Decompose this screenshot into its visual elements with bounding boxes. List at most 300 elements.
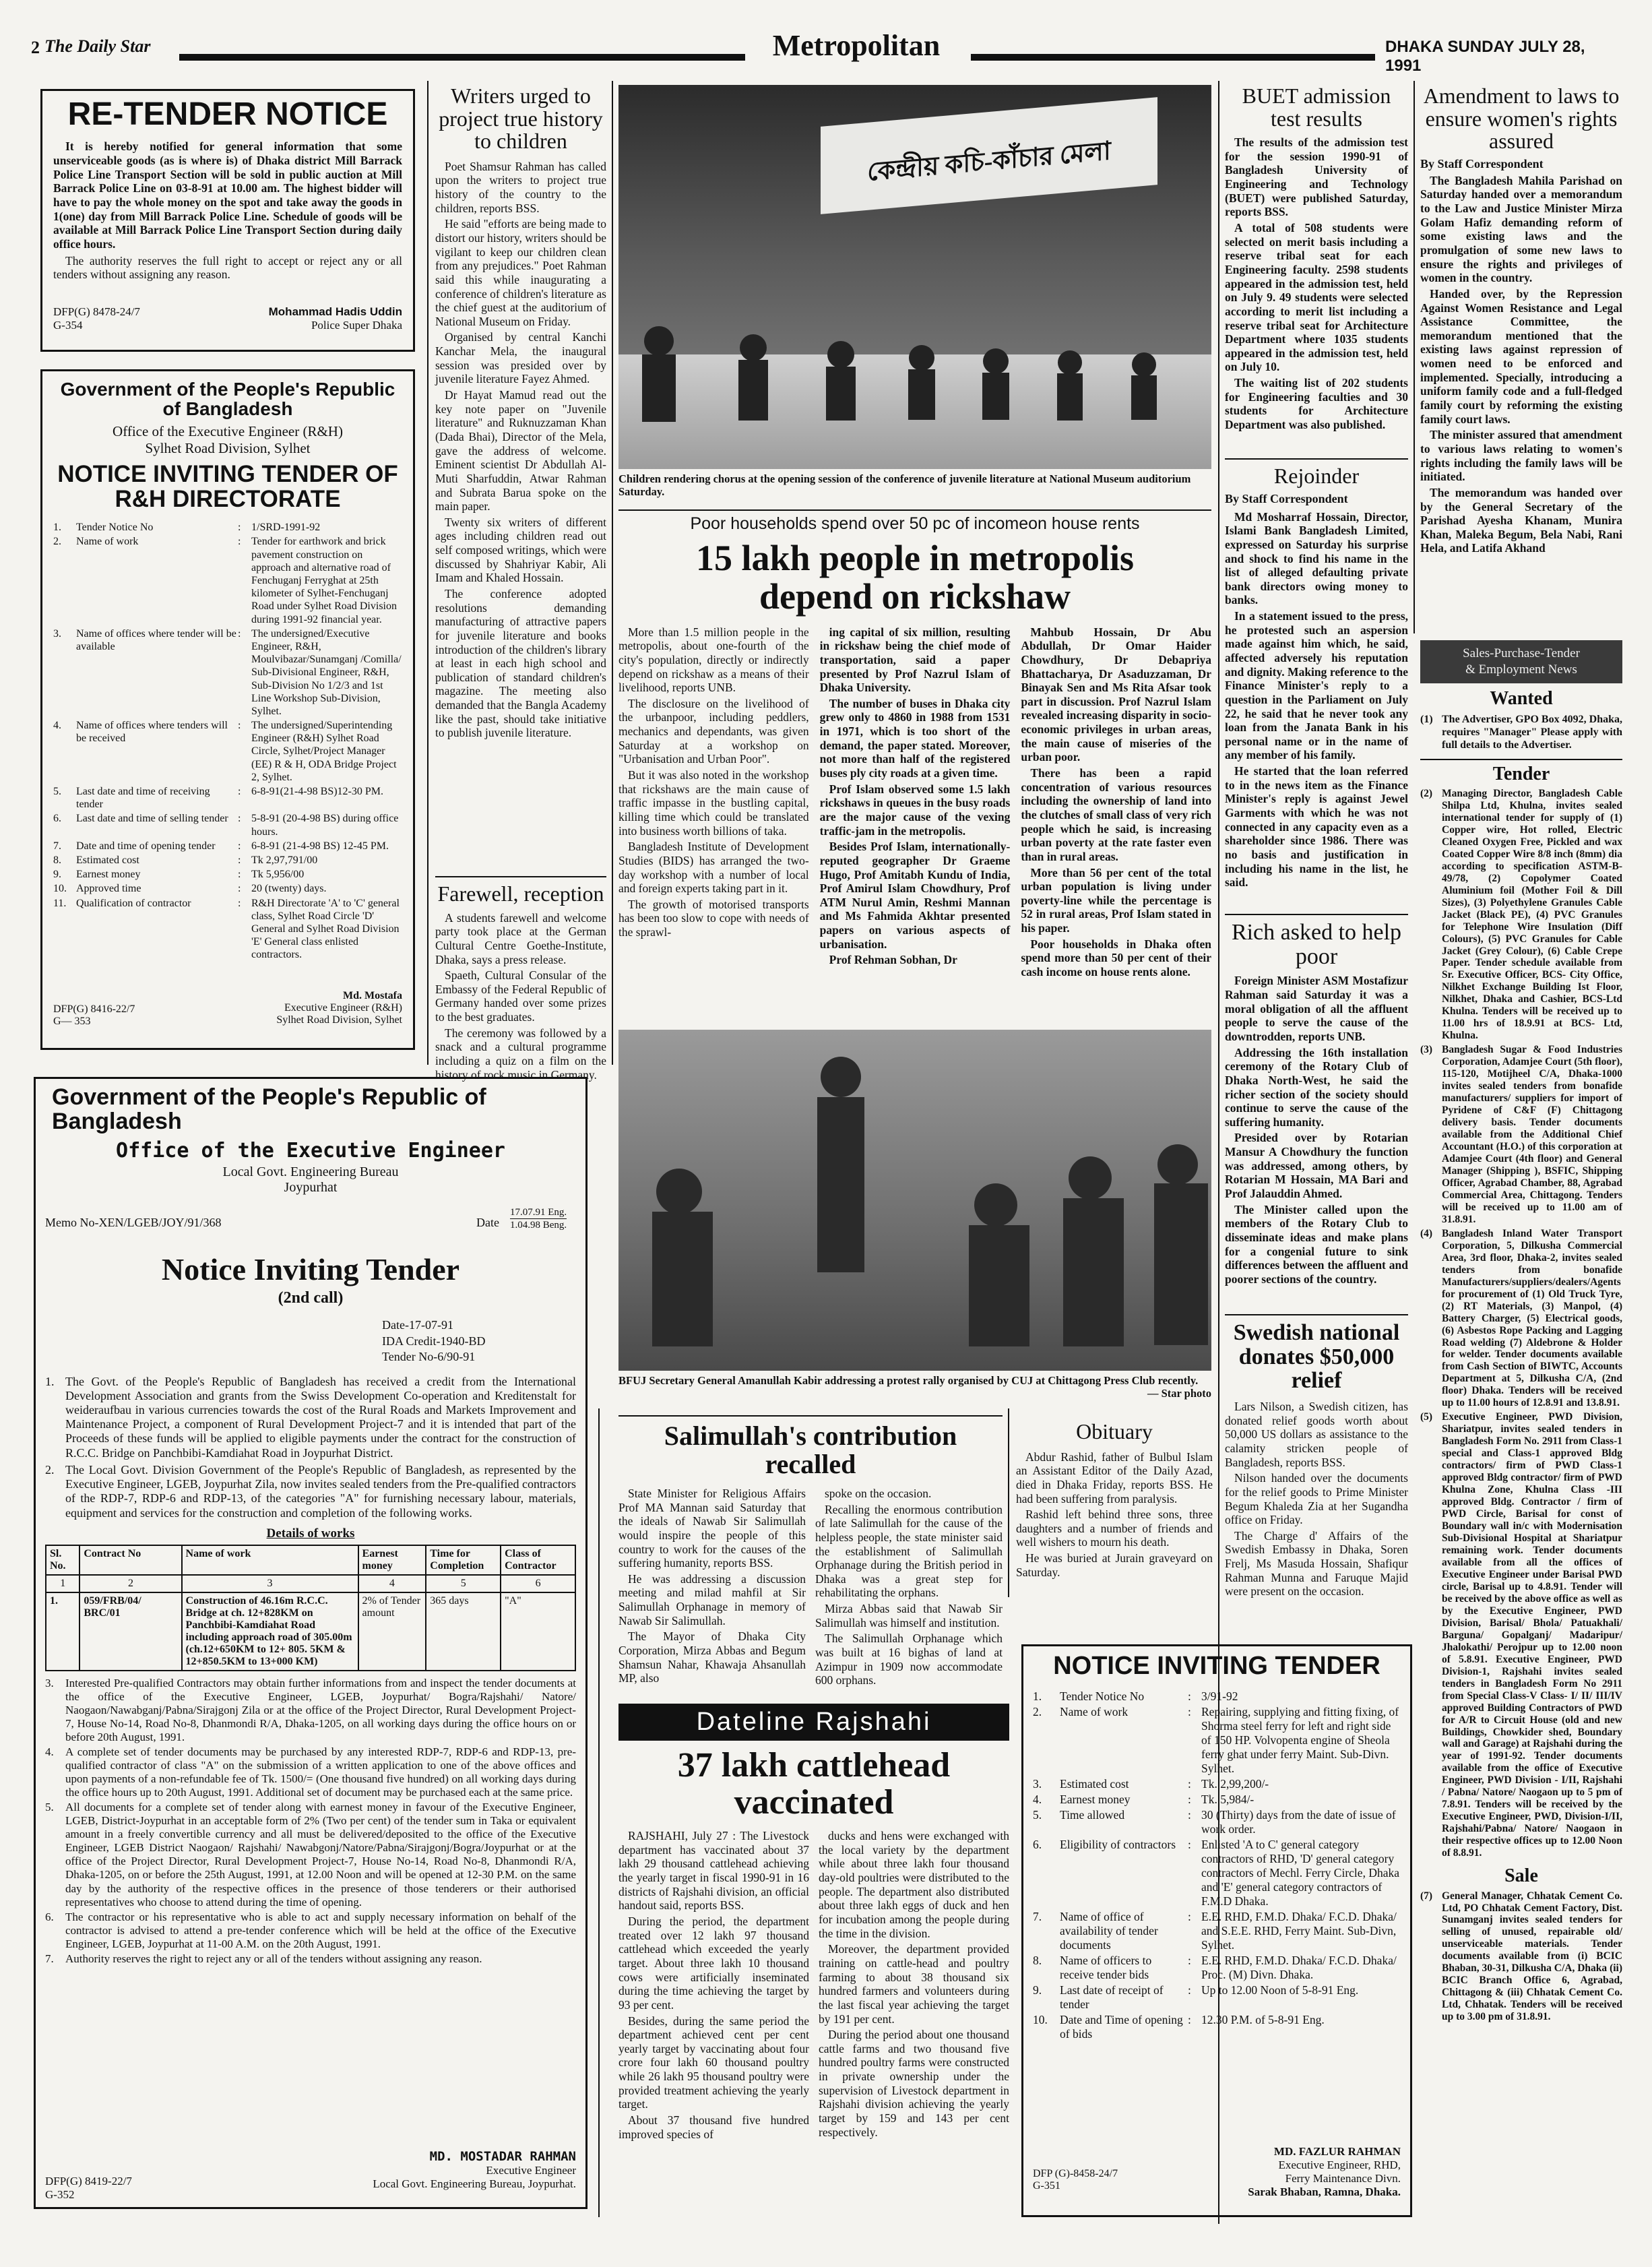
rickshaw-col1: [618, 625, 809, 981]
lged-tender-notice: [34, 1077, 587, 2209]
item-value: Tender for earthwork and brick pavement construction on approach and alternative road of Fenchuganj Ferryghat at 25th kilometer of Sylhet-Fenchuganj Road under Sylhet Road Division during 1991-92 financial year.: [251, 536, 397, 625]
item-number: 10.: [53, 883, 67, 895]
rickshaw-col3: [1021, 625, 1211, 981]
item-colon: :: [238, 536, 241, 548]
lged-date-beng: 1.04.98 Beng.: [510, 1219, 567, 1231]
lged-meta-line: Tender No-6/90-91: [382, 1350, 476, 1364]
paragraph: The conference adopted resolutions demanding manufacturing of attractive papers for juvenile literature and books introduction of the children's library at least in each high school and publication of standard children's magazine. The meeting also demanded that the Bangla Academy like the past, should take initiative to publish juvenile literature.: [435, 587, 606, 740]
photo2-caption: BFUJ Secretary General Amanullah Kabir addressing a protest rally organised by CUJ at Chittagong Press Club recently.: [618, 1374, 1199, 1387]
buet-headline: BUET admission test results: [1242, 84, 1391, 131]
paragraph: The Salimullah Orphanage which was built at 16 bighas of land at Azimpur in 1909 now accommodate 600 orphans.: [815, 1632, 1003, 1687]
item-label: Name of office of availability of tender documents: [1060, 1909, 1158, 1952]
item-colon: :: [238, 897, 241, 909]
item-label: Date and time of opening tender: [76, 840, 216, 852]
item-value: 6-8-91(21-4-98 BS)12-30 PM.: [251, 786, 383, 798]
item-number: 9.: [53, 869, 61, 881]
item-label: Last date and time of receiving tender: [76, 786, 210, 811]
item-label: Earnest money: [76, 869, 141, 881]
table-header: Class of Contractor: [501, 1545, 575, 1575]
list-item: [1033, 1705, 1401, 1776]
item-number: 2.: [53, 536, 61, 548]
paragraph: Lars Nilson, a Swedish citizen, has donated relief goods worth about 50,000 US dollars as assistance to the calamity stricken people of Bangladesh, reports BSS.: [1225, 1400, 1408, 1469]
paragraph: A students farewell and welcome party took place at the German Cultural Centre Goethe-Institute, Dhaka, says a press release.: [435, 910, 606, 966]
cattle-article: [618, 1704, 1009, 2229]
paragraph: Dr Hayat Mamud read out the key note paper on "Juvenile literature" and Ruknuzzaman Khan (Dada Bhai), Director of the Mela, gave the address of welcome. Eminent scientist Dr Abdullah Al-Muti Sharfuddin, Atwar Rahman and Subrata Barua spoke on the main paper.: [435, 388, 606, 514]
classifieds-banner-line2: & Employment News: [1465, 662, 1577, 677]
classified-item-1: [1420, 714, 1622, 752]
item-colon: :: [1188, 1909, 1191, 1923]
dateline-banner: Dateline Rajshahi: [618, 1704, 1009, 1741]
amendment-byline: By Staff Correspondent: [1420, 156, 1544, 170]
paragraph: About 37 thousand five hundred improved species of: [618, 2113, 809, 2141]
obituary-headline: Obituary: [1076, 1419, 1153, 1443]
item-colon: :: [238, 854, 241, 866]
list-item: [53, 868, 402, 881]
paragraph: Spaeth, Cultural Consular of the Embassy of the Federal Republic of Germany handed over some prizes to the best graduates.: [435, 968, 606, 1024]
table-cell: 059/FRB/04/ BRC/01: [80, 1592, 181, 1671]
list-item: [53, 812, 402, 838]
list-item: [1033, 2013, 1401, 2041]
lged-body-top: 1. The Govt. of the People's Republic of Bangladesh has received a credit from the International Development Association and grants from the Swiss Development Co-operation and Kreditenstalt for weideraufbau in various currencies towards the cost of the Rural Roads and Markets Improvement and Maintenance Project, a component of Rural Development Project-7 and it is intended that part of the Proceeds of these funds will be applied to eligible payments under the contract for the construction of R.C.C. Bridge on Panchbibi-Kamdiahat Road in Joypurhat District. 2. The Local Govt. Division Government of the People's Republic of Bangladesh, as represented by the Executive Engineer, LGEB, Joypurhat Zila, now invites sealed tenders from the Pre-qualified contractors of the RDP-7, RDP-6 and RDP-13, of the categories "A" for furnishing necessary labour, materials, equipment and services for the construction and completion of the following works.: [45, 1374, 576, 1520]
ferry-signer-place: Sarak Bhaban, Ramna, Dhaka.: [1248, 2185, 1401, 2198]
lged-date-label: Date: [476, 1215, 499, 1229]
salimullah-col2: [815, 1487, 1003, 1689]
table-cell: 365 days: [426, 1592, 501, 1671]
classified-num: (3): [1420, 1044, 1433, 1056]
lged-gov: Government of the People's Republic of Bangladesh: [52, 1084, 486, 1134]
lged-date-eng: 17.07.91 Eng.: [510, 1206, 567, 1218]
paragraph: Md Mosharraf Hossain, Director, Islami Bank Bangladesh Limited, expressed on Saturday his surprise and shock to find his name in the list of alleged defaulting private bank directors owing money to banks.: [1225, 509, 1408, 607]
item-number: 2.: [1033, 1704, 1042, 1718]
item-label: Approved time: [76, 883, 141, 895]
retender-body: It is hereby notified for general information that some unserviceable goods (as is where is) of Dhaka district Mill Barrack Police Line Transport Section will be sold in public auction at Mill Barrack Police Line on 03-8-91 at 10.00 am. The highest bidder will have to pay the whole money on the spot and take away the goods in 1(one) day from Mill Barrack Police Line. Schedule of goods will be available at Mill Barrack Police Line Transport Section during daily office hours.: [53, 139, 402, 251]
list-item: [53, 785, 402, 811]
paragraph: Besides, during the same period the department achieved cent per cent yearly target by vaccinating about four crore four lakh 60 thousand poultry while 26 lakh 95 thousand poultry were provided treatment achieving the yearly target.: [618, 2014, 809, 2111]
dateline: DHAKA SUNDAY JULY 28, 1991: [1385, 38, 1585, 75]
classified-item-3: [1420, 1044, 1622, 1226]
paragraph: Rashid left behind three sons, three daughters and a number of friends and well wishers to mourn his death.: [1016, 1508, 1213, 1549]
item-number: 8.: [53, 854, 61, 866]
item-colon: :: [1188, 1792, 1191, 1806]
list-item: [53, 897, 402, 962]
lged-code1: DFP(G) 8419-22/7: [45, 2175, 132, 2187]
ferry-title: NOTICE INVITING TENDER: [1053, 1652, 1380, 1680]
paragraph: He was buried at Jurain graveyard on Saturday.: [1016, 1551, 1213, 1579]
item-number: 10.: [1033, 2012, 1048, 2026]
rejoinder-headline: Rejoinder: [1273, 464, 1360, 488]
item-label: Name of officers to receive tender bids: [1060, 1953, 1152, 1981]
paragraph: The Minister called upon the members of the Rotary Club to disseminate ideas and make plans for a congenial future to sink differences between the affluent and poorer sections of the country.: [1225, 1202, 1408, 1286]
amendment-body: [1420, 174, 1622, 555]
item-value: 3/91-92: [1201, 1689, 1238, 1703]
classified-text: Managing Director, Bangladesh Cable Shilpa Ltd, Khulna, invites sealed international tender for supply of (1) Copper wire, Hot rolled, Electric Cleaned Oxygen Free, Pickled and wax Coated Copper Wire 8/8 inch (8mm) dia according to specification ASTM-B-49/78, (2) Copolymer Coated Aluminium foil (Mother Foil & Dill Sizes), (3) Polyethylene Granules Cable Jacket (Black PE), (4) PVC Granules for Telephone Wire Insulation (Diff Colours), (5) PVC Granules for Cable Jacket (Grey Colour), (6) Cable Crepe Paper. Tender schedule available from Sr. Executive Officer, BCS- City Office, Nilkhet Exchange Building Ist Floor, Nilkhet, Dhaka and Cashier, BCS-Ltd Khulna. Tenders will be received up to 11.00 hrs of 18.9.91 at BCS- Ltd, Khulna.: [1442, 787, 1622, 1042]
photo-people-silhouettes: [618, 301, 1211, 469]
retender-signer-title: Police Super Dhaka: [311, 319, 402, 332]
lged-body-bottom: 3. Interested Pre-qualified Contractors may obtain further informations from and inspect the tender documents at the office of the Executive Engineer, LGEB, Joypurhat/ Bogra/Rajshahi/ Natore/ Naogaon/Nawabganj/Pabna/Sirajgonj Zila or at the office of the Project Director, Rural Development Project-7, House No-14, Road No-8, Dhanmondi R/A, Dhaka-1205, on all working days during the office hours on or before 20th August, 1991. 4. A complete set of tender documents may be purchased by any interested RDP-7, RDP-6 and RDP-13, pre-qualified contractor of class "A" on the submission of a written application to one of the above offices and upon payments of a non-refundable fee of Tk. 1500/= (One thousand five hundred) on all working days during the office hours up to 20th August, 1991. Additional set of document may be purchased each at the same price. 5. All documents for a complete set of tender along with earnest money in favour of the Executive Engineer, LGEB, District-Joypurhat in an acceptable form of 2% (Two per cent) of the tender sum in Taka or equivalent amount in a freely convertible currency and all must be delivered/deposited to the office of the Executive Engineer, LGEB District Naogaon/ Rajshahi/ Nawabgonj/Natore/Pabna/Sirajgonj/Bogra/Joypurhat or at the office of the Project Director, Rural Development Project-7, House No-14, Road No-8, Dhanmondi R/A, Dhaka-1205, on or before the 25th August, 1991, at 12.00 Noon and will be opened at 12-30 P.M. on the same day by the authority of the respective offices in the presence of those tenderers or their authorised representatives who choose to attend during the time of opening. 6. The contractor or his representative who is able to act and supply necessary information on behalf of the contractor is advised to attend a pre-tender conference which will be held at the office of the Executive Engineer, LGEB, Joypurhat at 11-00 A.M. on the 20th August, 1991. 7. Authority reserves the right to reject any or all of the tenders without assigning any reason.: [45, 1676, 576, 1965]
lged-table-title: Details of works: [266, 1526, 355, 1541]
list-item: [53, 521, 402, 534]
table-cell: "A": [501, 1592, 575, 1671]
obituary-article: [1016, 1421, 1213, 1623]
classified-item-2: [1420, 788, 1622, 1042]
sale-heading: Sale: [1504, 1865, 1538, 1887]
classified-text: Bangladesh Inland Water Transport Corporation, 5, Dilkusha Commercial Area, 3rd floor, Dhaka-2, invites sealed tenders from bonafide Manufacturers/suppliers/dealers/Agents for procurement of (1) Old Truck Tyre, (2) RT Materials, (3) Manpol, (4) Battery Charger, (5) Electrical goods, (6) Asbestos Rope Packing and Lagging Road welding (7) Aldebrone & Holder for welder. Tender documents available from Cash Section of BIWTC, Accounts Department at 5, Dilkusha C/A, (2nd floor) Dhaka. Tenders will be received up to 11.00 hours of 12.8.91 and 13.8.91.: [1442, 1227, 1622, 1409]
paragraph: Prof Islam observed some 1.5 lakh rickshaws in queues in the busy roads are the major cause of the vexing traffic-jam in the metropolis.: [819, 782, 1011, 838]
paragraph: spoke on the occasion.: [825, 1487, 932, 1500]
retender-notice: [40, 89, 415, 352]
paragraph: The memorandum was handed over by the General Secretary of the Parishad Ayesha Khanam, Munira Khan, Maleka Begum, Bela Nabi, Rani Hela, and Latifa Akhand: [1420, 485, 1622, 555]
classified-item-4: [1420, 1228, 1622, 1410]
list-item: [53, 627, 402, 718]
paragraph: The results of the admission test for the session 1990-91 of Bangladesh University of Engineering and Technology (BUET) were published Saturday, reports BSS.: [1225, 135, 1408, 219]
table-cell: 2% of Tender amount: [358, 1592, 426, 1671]
tender-heading: Tender: [1420, 759, 1622, 784]
list-item: [1033, 1954, 1401, 1982]
item-value: Tk. 5,984/-: [1201, 1792, 1254, 1806]
item-value: 5-8-91 (20-4-98 BS) during office hours.: [251, 813, 399, 838]
paragraph: Organised by central Kanchi Kanchar Mela, the inaugural session was presided over by juvenile literature Fayez Ahmed.: [435, 330, 606, 386]
item-label: Qualification of contractor: [76, 897, 191, 909]
rejoinder-article: [1225, 458, 1408, 903]
lged-p2: The Local Govt. Division Government of the People's Republic of Bangladesh, as represented by the Executive Engineer, LGEB, Joypurhat Zila, now invites sealed tenders from the Pre-qualified contractors of the RDP-7, RDP-6 and RDP-13, of the categories "A" for furnishing necessary labour, materials, equipment and services for the construction and completion of the following works.: [65, 1462, 576, 1520]
rickshaw-kicker: Poor households spend over 50 pc of incomeon house rents: [690, 514, 1140, 533]
paragraph: Handed over, by the Repression Against Women Resistance and Legal Assistance Committee, the memorandum mentioned that the existing laws against repression of women need to be enforced and implemented. Specially, introducing a uniform family code and a full-fledged family court by reforming the existing family court laws.: [1420, 286, 1622, 426]
item-number: 1.: [1033, 1689, 1042, 1703]
item-label: Date and Time of opening of bids: [1060, 2012, 1183, 2041]
lged-p5: All documents for a complete set of tender along with earnest money in favour of the Executive Engineer, LGEB, District-Joypurhat in an acceptable form of 2% (Two per cent) of the tender sum in Taka or equivalent amount in a freely convertible currency and all must be delivered/deposited to the office of the Executive Engineer, LGEB District Naogaon/ Rajshahi/ Nawabgonj/Natore/Pabna/Sirajgonj/Bogra/Joypurhat or at the office of the Project Director, Rural Development Project-7, House No-14, Road No-8, Dhanmondi R/A, Dhaka-1205, on or before the 25th August, 1991, at 12.00 Noon and will be opened at 12-30 P.M. on the same day by the authority of the respective offices in the presence of those tenderers or their authorised representatives who choose to attend during the time of opening.: [65, 1801, 576, 1908]
classified-item-7: [1420, 1890, 1622, 2024]
photo-children-chorus: [618, 85, 1211, 469]
paragraph: Foreign Minister ASM Mostafizur Rahman said Saturday it was a moral obligation of all the affluent people to serve the cause of the downtrodden, reports UNB.: [1225, 974, 1408, 1043]
table-index-cell: 6: [501, 1575, 575, 1592]
rh-gov: Government of the People's Republic of Bangladesh: [60, 379, 395, 420]
photo-rally-silhouettes: [618, 1030, 1211, 1371]
item-number: 11.: [53, 897, 67, 909]
paragraph: The Charge d' Affairs of the Swedish Embassy in Dhaka, Soren Frelj, Ms Masuda Hossain, Shafiqur Rahman Munna and Faruque Majid were present on the occasion.: [1225, 1528, 1408, 1598]
list-item: [53, 882, 402, 895]
item-colon: :: [238, 869, 241, 881]
photo-protest-rally: [618, 1030, 1211, 1371]
rh-code1: DFP(G) 8416-22/7: [53, 1003, 135, 1015]
rh-office: Office of the Executive Engineer (R&H): [113, 423, 343, 439]
lged-code2: G-352: [45, 2188, 75, 2201]
table-index-cell: 4: [358, 1575, 426, 1592]
list-item: [1033, 1793, 1401, 1807]
lged-bureau: Local Govt. Engineering Bureau: [222, 1164, 399, 1179]
paragraph: RAJSHAHI, July 27 : The Livestock department has vaccinated about 37 lakh 29 thousand cattlehead achieving the yearly target in fiscal 1990-91 in 16 districts of Rajshahi division, an official handout said, reports BSS.: [618, 1829, 809, 1913]
rh-division: Sylhet Road Division, Sylhet: [145, 439, 311, 456]
table-cell: Construction of 46.16m R.C.C. Bridge at ch. 12+828KM on Panchbibi-Kamdiahat Road including approach road of 305.00m (ch.12+650KM to 12+ 805. 5KM & 12+850.5KM to 13+000 KM): [182, 1592, 358, 1671]
masthead: [31, 27, 1621, 75]
item-value: R&H Directorate 'A' to 'C' general class, Sylhet Road Circle 'D' General and Sylhet Road Division 'E' General class enlisted contractors.: [251, 897, 400, 961]
classified-num: (2): [1420, 787, 1433, 799]
table-index-cell: 1: [46, 1575, 80, 1592]
item-number: 7.: [53, 840, 61, 852]
item-value: Up to 12.00 Noon of 5-8-91 Eng.: [1201, 1983, 1359, 1997]
paragraph: Nilson handed over the documents for the relief goods to Prime Minister Begum Khaleda Zia at her Sugandha office on Friday.: [1225, 1471, 1408, 1527]
item-label: Name of offices where tender will be available: [76, 627, 236, 652]
item-colon: :: [1188, 1704, 1191, 1718]
item-label: Last date and time of selling tender: [76, 813, 228, 825]
photo1-caption: Children rendering chorus at the opening session of the conference of juvenile literature at National Museum auditorium Saturday.: [618, 472, 1191, 498]
list-item: [1033, 1838, 1401, 1908]
classified-num: (7): [1420, 1890, 1433, 1902]
paragraph: He started that the loan referred to in the news item as the Finance Minister's reply is against Jewel Garments with which he was not connected in any capacity even as a shareholder since 1986. There was no basis and justification in including his name in the list, he said.: [1225, 764, 1408, 890]
richpoor-body: [1225, 974, 1408, 1286]
ferry-code2: G-351: [1033, 2180, 1060, 2192]
lged-meta: [382, 1317, 576, 1365]
paragraph: He was addressing a discussion meeting and milad mahfil at Sir Salimullah Orphanage in memory of Nawab Sir Salimullah.: [618, 1572, 806, 1627]
paragraph: Mirza Abbas said that Nawab Sir Salimullah was himself and institution.: [815, 1602, 1003, 1629]
paragraph: The Mayor of Dhaka City Corporation, Mirza Abbas and Begum Shamsun Nahar, Khawaja Ahsanullah MP, also: [618, 1629, 806, 1685]
paragraph: He said "efforts are being made to distort our history, writers should be vigilant to keep our children clean from any prejudices." Poet Rahman said this while inaugurating a conference of children's literature as the chief guest at the auditorium of National Museum on Friday.: [435, 217, 606, 328]
writers-body: [435, 160, 606, 740]
item-colon: :: [238, 840, 241, 852]
classified-text: Bangladesh Sugar & Food Industries Corporation, Adamjee Court (5th floor), 115-120, Motijheel C/A, Dhaka-1000 invites sealed tenders from bonafide manufacturers/ suppliers for import of Pyridene of C&F (F) Chittagong delivery basis. Tender documents available from the Additional Chief Accountant (H.O.) of this corporation at Adamjee Court (4th floor) and General Manager (Shipping ), BSFIC, Shipping Officer, Agrabad Chamber, 88, Agrabad Commercial Area, Chittagong. Tenders will be received up to 11.00 am of 31.8.91.: [1442, 1044, 1622, 1225]
writers-headline: Writers urged to project true history to children: [439, 84, 603, 154]
rh-tender-notice: [40, 369, 415, 1050]
richpoor-article: [1225, 914, 1408, 1305]
item-value: E.E. RHD, F.M.D. Dhaka/ F.C.D. Dhaka/ Proc. (M) Divn. Dhaka.: [1201, 1953, 1397, 1981]
classified-num: (5): [1420, 1411, 1433, 1423]
item-value: The undersigned/Executive Engineer, R&H, Moulvibazar/Sunamganj /Comilla/ Sub-Divisional Engineer, R&H, Sub-Division No 1/2/3 and 1st Line Workshop Sub-Division, Sylhet.: [251, 627, 402, 717]
item-colon: :: [1188, 1807, 1191, 1822]
section-title: Metropolitan: [772, 29, 941, 62]
lged-signer: MD. MOSTADAR RAHMAN: [429, 2149, 576, 2164]
lged-meta-line: Date-17-07-91: [382, 1318, 453, 1332]
item-value: Tk 5,956/00: [251, 869, 305, 881]
classified-item-5: [1420, 1411, 1622, 1859]
item-label: Tender Notice No: [76, 522, 154, 534]
paragraph: The number of buses in Dhaka city grew only to 4860 in 1988 from 1531 in 1971, which is too short of the demand, the paper stated. Moreover, not more than half of the registered buses ply city roads at a given time.: [819, 696, 1011, 780]
farewell-article: [435, 876, 606, 1082]
paragraph: ducks and hens were exchanged with the local variety by the department while about three lakh four thousand day-old poultries were distributed to the people. The department also distributed about three lakh eggs of duck and hen for incubation among the people during the time in the division.: [819, 1829, 1009, 1940]
lged-p3: Interested Pre-qualified Contractors may obtain further informations from and inspect the tender documents at the office of the Executive Engineer, LGEB, Joypurhat/ Bogra/Rajshahi/ Natore/ Naogaon/Nawabganj/Pabna/Sirajgonj Zila or at the office of the Project Director, Rural Development Project-7, House No-14, Road No-8, Dhanmondi R/A, Dhaka-1205, on all working days during the office hours on or before 20th August, 1991.: [65, 1676, 576, 1743]
item-value: 30 (Thirty) days from the date of issue of work order.: [1201, 1807, 1396, 1836]
classified-text: General Manager, Chhatak Cement Co. Ltd, PO Chhatak Cement Factory, Dist. Sunamganj invites sealed tenders for selling of unused, repairable old/ unserviceable materials. Tender documents available from (i) BCIC Bhaban, 30-31, Dilkusha C/A, Dhaka (ii) BCIC Branch Office 6, Agrabad, Chittagong & (iii) Chhatak Cement Co. Ltd, Chhatak. Tenders will be received up to 3.00 pm of 31.8.91.: [1442, 1890, 1622, 2023]
paragraph: The minister assured that amendment to various laws relating to women's rights including the family laws will be initiated.: [1420, 428, 1622, 484]
paragraph: Besides Prof Islam, internationally-reputed geographer Dr Graeme Hugo, Prof Amitabh Kundu of India, Prof Amirul Islam Chowdhury, Prof ATM Nurul Amin, Reshmi Mannan and Ms Fahmida Akhtar presented papers on various aspects of urbanisation.: [819, 840, 1011, 951]
wanted-heading: Wanted: [1490, 687, 1553, 709]
amendment-headline: Amendment to laws to ensure women's rights assured: [1423, 84, 1620, 154]
list-item: [1033, 1983, 1401, 2012]
lged-memo: Memo No-XEN/LGEB/JOY/91/368: [45, 1215, 222, 1229]
item-number: 7.: [1033, 1909, 1042, 1923]
amendment-article: [1420, 85, 1622, 631]
item-label: Name of work: [76, 536, 139, 548]
paragraph: Prof Rehman Sobhan, Dr: [829, 953, 957, 967]
lged-works-table: [45, 1545, 576, 1671]
table-cell: 1.: [46, 1592, 80, 1671]
cattle-col1: [618, 1829, 809, 2143]
paragraph: Addressing the 16th installation ceremony of the Rotary Club of Dhaka North-West, he said the richer section of the society should continue to serve the cause of the suffering humanity.: [1225, 1045, 1408, 1129]
ferry-items: [1033, 1689, 1401, 2041]
item-colon: :: [238, 883, 241, 895]
ferry-signer: MD. FAZLUR RAHMAN: [1273, 2145, 1401, 2158]
item-colon: :: [238, 720, 241, 732]
item-label: Eligibility of contractors: [1060, 1837, 1176, 1851]
ferry-signer-office: Ferry Maintenance Divn.: [1285, 2172, 1401, 2185]
paragraph: Moreover, the department provided training on cattle-head and poultry farming to about 38 thousand six hundred farmers and volunteers during the last fiscal year achieving the target by 191 per cent.: [819, 1942, 1009, 2026]
paragraph: The Bangladesh Mahila Parishad on Saturday handed over a memorandum to the Law and Justice Minister Mirza Golam Hafiz demanding reform of some existing laws and the promulgation of some new laws to ensure the rights and privileges of women in the country.: [1420, 173, 1622, 285]
rh-code2: G— 353: [53, 1016, 91, 1027]
table-index-cell: 3: [182, 1575, 358, 1592]
item-colon: :: [1188, 1983, 1191, 1997]
cattle-col2: [819, 1829, 1009, 2143]
salimullah-article: [618, 1415, 1003, 1691]
list-item: [53, 854, 402, 867]
item-number: 3.: [53, 627, 61, 640]
photo-banner-text: কেন্দ্রীয় কচি-কাঁচার মেলা: [867, 137, 1111, 187]
item-colon: :: [1188, 1689, 1191, 1703]
lged-subtitle: (2nd call): [278, 1289, 344, 1307]
paragraph: ing capital of six million, resulting in rickshaw being the chief mode of transportation, said a paper presented by Prof Nazrul Islam of Dhaka University.: [819, 625, 1011, 695]
item-value: 12.30 P.M. of 5-8-91 Eng.: [1201, 2012, 1325, 2026]
retender-body2: The authority reserves the full right to accept or reject any or all tenders without assigning any reason.: [53, 253, 402, 282]
ferry-signer-title: Executive Engineer, RHD,: [1278, 2159, 1401, 2171]
list-item: [1033, 1689, 1401, 1704]
table-row: [46, 1592, 575, 1671]
classifieds-banner: [1420, 640, 1622, 683]
table-header: Contract No: [80, 1545, 181, 1575]
table-header: Earnest money: [358, 1545, 426, 1575]
item-value: The undersigned/Superintending Engineer (R&H) Sylhet Road Circle, Sylhet/Project Manager (EE) R & H, ODA Bridge Project 2, Sylhet.: [251, 720, 397, 783]
swedish-article: [1225, 1314, 1408, 1638]
lged-office: Office of the Executive Engineer: [116, 1139, 505, 1163]
table-header: Time for Completion: [426, 1545, 501, 1575]
item-value: 20 (twenty) days.: [251, 883, 327, 895]
ferry-code1: DFP (G)-8458-24/7: [1033, 2168, 1118, 2179]
item-number: 8.: [1033, 1953, 1042, 1967]
paragraph: In a statement issued to the press, he protested such an aspersion made against him which, he said, affected adversely his reputation and dignity. Making reference to the Finance Minister's reply to a question in the Parliament on July 22, he said that he never took any loan from the Janata Bank in his personal name or in the name of any member of his family.: [1225, 609, 1408, 762]
item-number: 5.: [1033, 1807, 1042, 1822]
item-label: Estimated cost: [76, 854, 139, 866]
paragraph: Mahbub Hossain, Dr Abu Abdullah, Dr Omar Haider Chowdhury, Dr Debapriya Bhattacharya, Dr Asaduzzaman, Dr Binayak Sen and Ms Rita Afsar took part in discussion. Prof Nazrul Islam revealed increasing disparity in socio-economic privileges in urban areas, the main cause of miseries of the urban poor.: [1021, 625, 1212, 764]
rejoinder-byline: By Staff Correspondent: [1225, 491, 1348, 505]
classified-num: (1): [1420, 713, 1433, 725]
lged-title: Notice Inviting Tender: [161, 1251, 460, 1286]
item-value: 1/SRD-1991-92: [251, 522, 321, 534]
item-label: Earnest money: [1060, 1792, 1131, 1806]
paragraph: Bangladesh Institute of Development Studies (BIDS) has arranged the two-day workshop with a number of local and foreign experts taking part in it.: [618, 840, 809, 896]
rh-signer: Md. Mostafa: [343, 990, 402, 1001]
item-colon: :: [1188, 1953, 1191, 1967]
item-value: Enlisted 'A to C' general category contractors of RHD, 'D' general category contractors of Mechl. Ferry Circle, Dhaka and 'E' general category contractors of F.M.D Dhaka.: [1201, 1837, 1399, 1908]
lged-place: Joypurhat: [284, 1179, 338, 1195]
item-colon: :: [238, 627, 241, 640]
item-label: Estimated cost: [1060, 1776, 1129, 1791]
item-number: 6.: [53, 813, 61, 825]
item-number: 6.: [1033, 1837, 1042, 1851]
buet-body: [1225, 135, 1408, 431]
salimullah-headline: Salimullah's contribution recalled: [664, 1421, 957, 1479]
classified-text: Executive Engineer, PWD Division, Shariatpur, invites sealed tenders in Bangladesh Form No. 2911 from Class-1 special and Class-1 approved Bldg contractors/ firm of PWD Class-1 approved Bldg contractor/ firm of PWD Khulna Zone, Khulna Class -III approved Bldg. Contractor / firm of PWD Circle, Barisal for const of Boundary wall in/c with Modernisation Sub-Divisional Hospital at Shariatpur remaining work. Tender documents available from all the offices of Executive Engineer under Barisal PWD circle, Barisal up to 4.8.91. Tender will be received by the above office as well as by the Executive Engineer, PWD Division, Barisal/ Bhola/ Patuakhali/ Barguna/ Gopalganj/ Madaripur/ Jhalokathi/ Perojpur up to 12.00 noon of 5.8.91. Executive Engineer, PWD Division-1, Rajshahi invites sealed tenders in Bangladesh Form No 2911 from Special Class-V Class- I/ II/ III/IV approved Building Contractors of PWD for A/R to Circuit House (old and new Buildings, Chowkider shed, Boundary wall and Garage) at Rajshahi during the year of 1991-92. Tender documents available from the office of Executive Engineer, PWD Division - I/II, Rajshahi / Pabna/ Natore/ Naogaon up to 5 pm of 7.8.91. Tenders will be received by the Executive Engineer, PWD, Division-I/II, Rajshahi/Pabna/ Natore/ Naogaon in their respective offices up to 12.00 Noon of 8.8.91.: [1442, 1411, 1622, 1859]
rh-signer-office: Sylhet Road Division, Sylhet: [276, 1014, 402, 1026]
item-colon: :: [238, 813, 241, 825]
paragraph: More than 56 per cent of the total urban population is living under poverty-line while the percentage is 52 in rural areas, Prof Islam stated in his paper.: [1021, 865, 1212, 935]
lged-p7: Authority reserves the right to reject any or all of the tenders without assigning any reason.: [65, 1952, 482, 1965]
paragraph: During the period about one thousand cattle farms and two thousand five hundred poultry farms were constructed in private ownership under the supervision of Livestock department in Rajshahi division achieving the yearly target by 159 and 143 per cent respectively.: [819, 2028, 1009, 2139]
salimullah-col1: [618, 1487, 806, 1689]
item-label: Name of work: [1060, 1704, 1129, 1718]
paragraph: Presided over by Rotarian Mansur A Chowdhury the function was addressed, among others, by Rotarian M Hossain, MA Bari and Prof Jalauddin Ahmed.: [1225, 1131, 1408, 1200]
retender-code2: G-354: [53, 319, 83, 332]
paragraph: But it was also noted in the workshop that rickshaws are the main cause of traffic impasse in the bustling capital, killing time which could be translated into business worth billions of taka.: [618, 768, 809, 838]
table-header: Name of work: [182, 1545, 358, 1575]
item-colon: :: [238, 786, 241, 798]
rickshaw-headline: 15 lakh people in metropolis depend on rickshaw: [695, 538, 1135, 617]
cattle-headline: 37 lakh cattlehead vaccinated: [677, 1746, 951, 1822]
item-value: E.E. RHD, F.M.D. Dhaka/ F.C.D. Dhaka/ and S.E.E. RHD, Ferry Maint. Sub-Divn, Sylhet.: [1201, 1909, 1397, 1952]
item-number: 1.: [53, 522, 61, 534]
classified-text: The Advertiser, GPO Box 4092, Dhaka, requires "Manager" Please apply with full details to the Advertiser.: [1442, 713, 1622, 751]
item-value: Tk. 2,99,200/-: [1201, 1776, 1269, 1791]
lged-meta-line: IDA Credit-1940-BD: [382, 1334, 486, 1348]
lged-signer-title: Executive Engineer: [486, 2164, 576, 2177]
paragraph: The disclosure on the livelihood of the urbanpoor, including peddlers, mechanics and dependants, was given Saturday at a workshop on "Urbanisation and Urban Poor".: [618, 696, 809, 766]
retender-title: RE-TENDER NOTICE: [67, 96, 388, 132]
paragraph: Recalling the enormous contribution of late Salimullah for the cause of the helpless people, the state minister said the establishment of Salimullah Orphanage during the British period in Dhaka was a great step for rehabilitating the orphans.: [815, 1502, 1003, 1600]
list-item: [53, 535, 402, 625]
rickshaw-col2: [820, 625, 1011, 981]
paragraph: The growth of motorised transports has been too slow to cope with needs of the sprawl-: [618, 897, 809, 939]
item-label: Last date of receipt of tender: [1060, 1983, 1164, 2011]
rh-signer-title: Executive Engineer (R&H): [284, 1002, 402, 1014]
paragraph: Poet Shamsur Rahman has called upon the writers to project true history of the country to the children, reports BSS.: [435, 159, 606, 215]
rickshaw-article: [618, 509, 1211, 1022]
lged-p4: A complete set of tender documents may be purchased by any interested RDP-7, RDP-6 and RDP-13, pre-qualified contractor of class "A" on the submission of a written application to one of the above offices and upon payments of a non-refundable fee of Tk. 1500/= (One thousand five hundred) on all working days during the office hours up to 20th August, 1991. Additional set of document may be purchased each at the same price.: [65, 1745, 576, 1799]
item-colon: :: [238, 522, 241, 534]
lged-signer-office: Local Govt. Engineering Bureau, Joypurhat.: [373, 2177, 576, 2190]
item-value: Repairing, supplying and fitting fixing, of Shorma steel ferry for left and right side of 150 HP. Volvopenta engine of Sheola ferry ghat under ferry Maint. Sub-Divn. Sylhet.: [1201, 1704, 1399, 1775]
rh-title: NOTICE INVITING TENDER OF R&H DIRECTORATE: [57, 460, 398, 512]
item-label: Name of offices where tenders will be received: [76, 720, 228, 745]
paper-name: The Daily Star: [44, 36, 151, 56]
list-item: [53, 719, 402, 784]
item-value: Tk 2,97,791/00: [251, 854, 318, 866]
item-number: 4.: [1033, 1792, 1042, 1806]
swedish-body: [1225, 1400, 1408, 1598]
lged-p6: The contractor or his representative who is able to act and supply necessary information on behalf of the contractor is advised to attend a pre-tender conference which will be held at the office of the Executive Engineer, LGEB, Joypurhat at 11-00 A.M. on the 20th August, 1991.: [65, 1910, 576, 1950]
paragraph: State Minister for Religious Affairs Prof MA Mannan said Saturday that the ideals of Nawab Sir Salimullah would inspire the people of this country to work for the causes of the suffering humanity, reports BSS.: [618, 1487, 806, 1570]
richpoor-headline: Rich asked to help poor: [1231, 920, 1402, 969]
item-number: 4.: [53, 720, 61, 732]
buet-article: [1225, 85, 1408, 449]
rejoinder-body: [1225, 510, 1408, 890]
page-number: 2: [31, 38, 40, 57]
paragraph: A total of 508 students were selected on merit basis including a reserve tribal seat for each Engineering faculty. 2598 students appeared in the admission test, held on July 9. 49 students were selected according to merit list including a reserve tribal seat for Architecture Department where 1035 students appeared in the admission test, held on July 10.: [1225, 221, 1408, 374]
table-index-cell: 2: [80, 1575, 181, 1592]
obituary-body: [1016, 1450, 1213, 1580]
paragraph: There has been a rapid concentration of various resources including the ownership of land into the clutches of small class of very rich people which he said, is increasing urban poverty at the rate faster even than in rural areas.: [1021, 766, 1212, 863]
item-number: 3.: [1033, 1776, 1042, 1791]
ferry-tender-box: [1021, 1644, 1412, 2217]
list-item: [53, 840, 402, 852]
list-item: [1033, 1777, 1401, 1791]
photo2-credit: — Star photo: [1147, 1386, 1211, 1400]
paragraph: Twenty six writers of different ages including children read out self composed writings, which were discussed by Shahriyar Kabir, Ali Imam and Khaled Hossain.: [435, 515, 606, 585]
table-header: Sl. No.: [46, 1545, 80, 1575]
classified-num: (4): [1420, 1227, 1433, 1239]
item-colon: :: [1188, 1837, 1191, 1851]
paragraph: More than 1.5 million people in the metropolis, about one-fourth of the city's population, directly or indirectly depend on rickshaw as a means of their livelihood, reports UNB.: [618, 625, 809, 695]
farewell-headline: Farewell, reception: [437, 881, 604, 906]
swedish-headline: Swedish national donates $50,000 relief: [1233, 1320, 1400, 1394]
paragraph: The waiting list of 202 students for Engineering faculties and 30 students for Architecture Department was also published.: [1225, 376, 1408, 431]
retender-signer: Mohammad Hadis Uddin: [268, 305, 402, 318]
item-colon: :: [1188, 1776, 1191, 1791]
list-item: [1033, 1808, 1401, 1836]
